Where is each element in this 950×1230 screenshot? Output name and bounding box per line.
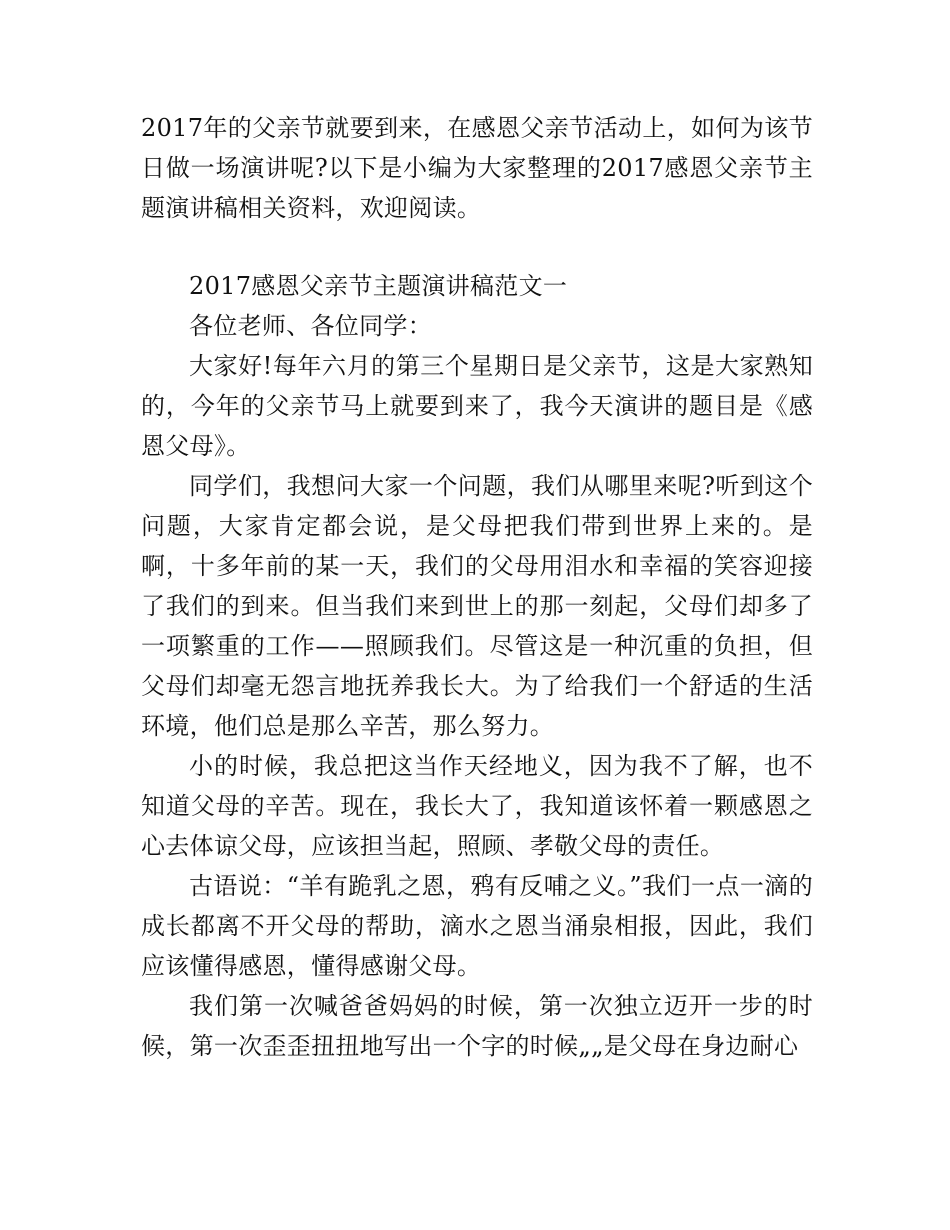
document-body xyxy=(141,108,813,1066)
body-paragraph-1: 大家好!每年六月的第三个星期日是父亲节，这是大家熟知的，今年的父亲节马上就要到来了，我今天演讲的题目是《感恩父母》。 xyxy=(141,352,813,460)
intro-paragraph: 2017年的父亲节就要到来，在感恩父亲节活动上，如何为该节日做一场演讲呢?以下是小编为大家整理的2017感恩父亲节主题演讲稿相关资料，欢迎阅读。 xyxy=(141,114,813,222)
body-paragraph-5: 我们第一次喊爸爸妈妈的时候，第一次独立迈开一步的时候，第一次歪歪扭扭地写出一个字的时候„„是父母在身边耐心 xyxy=(141,992,813,1060)
body-paragraph-4: 古语说：“羊有跪乳之恩，鸦有反哺之义。”我们一点一滴的成长都离不开父母的帮助，滴水之恩当涌泉相报，因此，我们应该懂得感恩，懂得感谢父母。 xyxy=(141,872,813,980)
body-paragraph-3: 小的时候，我总把这当作天经地义，因为我不了解，也不知道父母的辛苦。现在，我长大了，我知道该怀着一颗感恩之心去体谅父母，应该担当起，照顾、孝敬父母的责任。 xyxy=(141,752,813,860)
greeting-line: 各位老师、各位同学： xyxy=(189,312,432,340)
section-title: 2017感恩父亲节主题演讲稿范文一 xyxy=(189,272,568,300)
body-paragraph-2: 同学们，我想问大家一个问题，我们从哪里来呢?听到这个问题，大家肯定都会说，是父母把我们带到世界上来的。是啊，十多年前的某一天，我们的父母用泪水和幸福的笑容迎接了我们的到来。但当我们来到世上的那一刻起，父母们却多了一项繁重的工作——照顾我们。尽管这是一种沉重的负担，但父母们却毫无怨言地抚养我长大。为了给我们一个舒适的生活环境，他们总是那么辛苦，那么努力。 xyxy=(141,472,813,740)
